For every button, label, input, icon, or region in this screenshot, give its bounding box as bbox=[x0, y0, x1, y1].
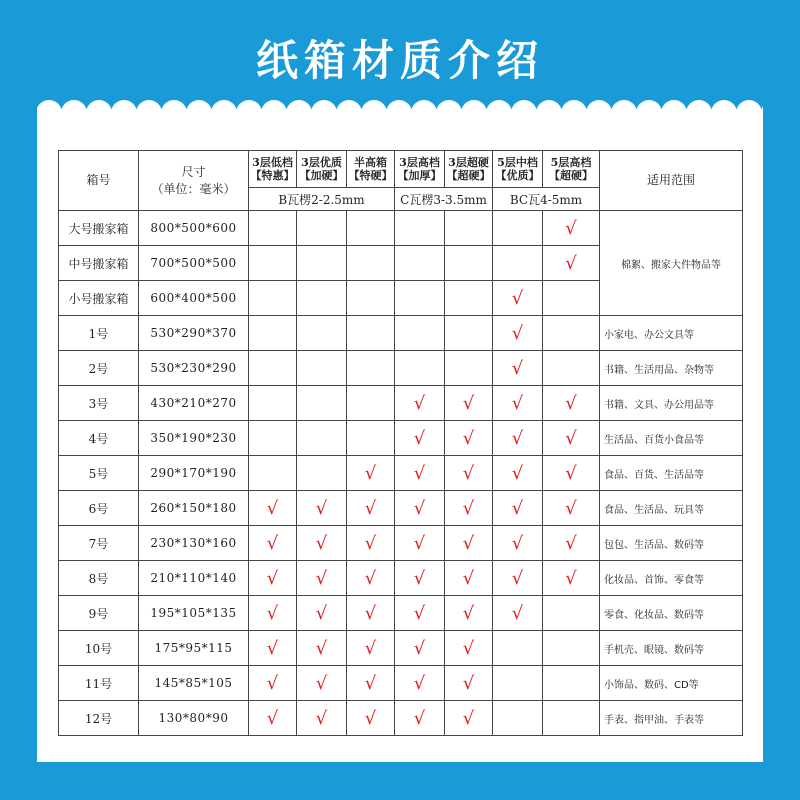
header-size-label: 尺寸 bbox=[181, 164, 206, 179]
material-cell bbox=[543, 211, 600, 246]
material-cell bbox=[445, 421, 493, 456]
check-mark-icon: √ bbox=[511, 392, 524, 414]
material-cell bbox=[395, 281, 445, 316]
table-row bbox=[59, 631, 743, 666]
material-cell bbox=[493, 246, 543, 281]
check-mark-icon: √ bbox=[462, 497, 475, 519]
check-mark-icon: √ bbox=[364, 707, 377, 729]
material-cell bbox=[395, 631, 445, 666]
check-mark-icon: √ bbox=[462, 532, 475, 554]
material-cell bbox=[543, 281, 600, 316]
check-mark-icon: √ bbox=[364, 532, 377, 554]
material-cell bbox=[249, 631, 297, 666]
check-mark-icon: √ bbox=[364, 602, 377, 624]
box-number: 5号 bbox=[59, 456, 139, 491]
material-cell bbox=[249, 211, 297, 246]
material-cell bbox=[297, 666, 347, 701]
check-mark-icon: √ bbox=[315, 532, 328, 554]
box-size: 290*170*190 bbox=[139, 456, 249, 491]
usage-range: 生活品、百货小食品等 bbox=[600, 421, 743, 456]
check-mark-icon: √ bbox=[413, 497, 426, 519]
check-mark-icon: √ bbox=[315, 567, 328, 589]
material-cell bbox=[297, 316, 347, 351]
material-cell bbox=[543, 561, 600, 596]
material-table bbox=[58, 150, 743, 736]
usage-range: 包包、生活品、数码等 bbox=[600, 526, 743, 561]
usage-range: 食品、百货、生活品等 bbox=[600, 456, 743, 491]
check-mark-icon: √ bbox=[364, 672, 377, 694]
check-mark-icon: √ bbox=[462, 707, 475, 729]
box-size: 800*500*600 bbox=[139, 211, 249, 246]
usage-range: 手机壳、眼镜、数码等 bbox=[600, 631, 743, 666]
material-cell bbox=[249, 526, 297, 561]
header-size-unit: （单位：毫米） bbox=[151, 181, 236, 196]
check-mark-icon: √ bbox=[315, 637, 328, 659]
material-cell bbox=[347, 386, 395, 421]
material-cell bbox=[543, 491, 600, 526]
material-cell bbox=[493, 211, 543, 246]
table-row bbox=[59, 211, 743, 246]
usage-range: 零食、化妆品、数码等 bbox=[600, 596, 743, 631]
box-number: 10号 bbox=[59, 631, 139, 666]
check-mark-icon: √ bbox=[511, 322, 524, 344]
check-mark-icon: √ bbox=[315, 602, 328, 624]
material-cell bbox=[347, 351, 395, 386]
check-mark-icon: √ bbox=[413, 532, 426, 554]
box-size: 430*210*270 bbox=[139, 386, 249, 421]
table-row bbox=[59, 421, 743, 456]
material-cell bbox=[297, 456, 347, 491]
check-mark-icon: √ bbox=[266, 567, 279, 589]
check-mark-icon: √ bbox=[565, 497, 577, 519]
material-cell bbox=[347, 561, 395, 596]
box-number: 大号搬家箱 bbox=[59, 211, 139, 246]
material-cell bbox=[493, 351, 543, 386]
material-cell bbox=[297, 561, 347, 596]
box-size: 350*190*230 bbox=[139, 421, 249, 456]
material-cell bbox=[347, 246, 395, 281]
material-cell bbox=[543, 526, 600, 561]
material-cell bbox=[543, 351, 600, 386]
material-cell bbox=[297, 281, 347, 316]
box-size: 195*105*135 bbox=[139, 596, 249, 631]
box-size: 130*80*90 bbox=[139, 701, 249, 736]
check-mark-icon: √ bbox=[462, 602, 475, 624]
material-cell bbox=[297, 596, 347, 631]
material-cell bbox=[347, 316, 395, 351]
check-mark-icon: √ bbox=[364, 462, 377, 484]
check-mark-icon: √ bbox=[266, 602, 279, 624]
check-mark-icon: √ bbox=[266, 707, 279, 729]
material-cell bbox=[445, 701, 493, 736]
material-cell bbox=[249, 701, 297, 736]
material-cell bbox=[493, 386, 543, 421]
material-cell bbox=[297, 421, 347, 456]
box-size: 230*130*160 bbox=[139, 526, 249, 561]
check-mark-icon: √ bbox=[462, 637, 475, 659]
check-mark-icon: √ bbox=[266, 532, 279, 554]
material-cell bbox=[445, 456, 493, 491]
material-cell bbox=[297, 386, 347, 421]
material-cell bbox=[445, 316, 493, 351]
header-material: 3层优质 【加硬】 bbox=[297, 151, 347, 188]
check-mark-icon: √ bbox=[364, 567, 377, 589]
box-number: 中号搬家箱 bbox=[59, 246, 139, 281]
check-mark-icon: √ bbox=[511, 497, 524, 519]
material-cell bbox=[493, 281, 543, 316]
check-mark-icon: √ bbox=[511, 287, 524, 309]
check-mark-icon: √ bbox=[364, 497, 377, 519]
check-mark-icon: √ bbox=[413, 602, 426, 624]
material-cell bbox=[493, 701, 543, 736]
material-cell bbox=[493, 561, 543, 596]
material-cell bbox=[493, 421, 543, 456]
material-cell bbox=[249, 246, 297, 281]
material-cell bbox=[445, 351, 493, 386]
material-cell bbox=[249, 491, 297, 526]
box-number: 8号 bbox=[59, 561, 139, 596]
header-material: 3层超硬 【超硬】 bbox=[445, 151, 493, 188]
check-mark-icon: √ bbox=[511, 357, 524, 379]
usage-range: 棉絮、搬家大件物品等 bbox=[600, 211, 743, 316]
box-size: 530*230*290 bbox=[139, 351, 249, 386]
check-mark-icon: √ bbox=[364, 637, 377, 659]
check-mark-icon: √ bbox=[413, 637, 426, 659]
material-cell bbox=[543, 386, 600, 421]
material-cell bbox=[445, 211, 493, 246]
check-mark-icon: √ bbox=[315, 672, 328, 694]
table-row bbox=[59, 596, 743, 631]
box-size: 210*110*140 bbox=[139, 561, 249, 596]
material-cell bbox=[543, 701, 600, 736]
material-cell bbox=[493, 316, 543, 351]
table-row bbox=[59, 386, 743, 421]
box-number: 1号 bbox=[59, 316, 139, 351]
header-material: 5层中档 【优质】 bbox=[493, 151, 543, 188]
material-cell bbox=[297, 246, 347, 281]
table-row bbox=[59, 666, 743, 701]
box-number: 6号 bbox=[59, 491, 139, 526]
header-usage: 适用范围 bbox=[600, 151, 743, 211]
material-cell bbox=[445, 596, 493, 631]
material-cell bbox=[249, 456, 297, 491]
check-mark-icon: √ bbox=[565, 462, 577, 484]
material-cell bbox=[395, 491, 445, 526]
material-cell bbox=[543, 316, 600, 351]
material-cell bbox=[543, 631, 600, 666]
material-cell bbox=[543, 246, 600, 281]
material-cell bbox=[445, 631, 493, 666]
check-mark-icon: √ bbox=[266, 497, 279, 519]
material-cell bbox=[543, 666, 600, 701]
material-cell bbox=[249, 316, 297, 351]
box-number: 7号 bbox=[59, 526, 139, 561]
material-cell bbox=[347, 421, 395, 456]
usage-range: 小饰品、数码、CD等 bbox=[600, 666, 743, 701]
material-cell bbox=[543, 596, 600, 631]
table-row bbox=[59, 316, 743, 351]
table-row bbox=[59, 351, 743, 386]
material-cell bbox=[297, 631, 347, 666]
material-cell bbox=[493, 456, 543, 491]
box-size: 600*400*500 bbox=[139, 281, 249, 316]
material-cell bbox=[395, 386, 445, 421]
material-cell bbox=[347, 701, 395, 736]
material-cell bbox=[395, 701, 445, 736]
header-box-no: 箱号 bbox=[59, 151, 139, 211]
table-row bbox=[59, 491, 743, 526]
material-cell bbox=[543, 456, 600, 491]
box-size: 260*150*180 bbox=[139, 491, 249, 526]
material-cell bbox=[249, 596, 297, 631]
material-cell bbox=[249, 281, 297, 316]
material-cell bbox=[493, 596, 543, 631]
check-mark-icon: √ bbox=[511, 462, 524, 484]
check-mark-icon: √ bbox=[565, 427, 577, 449]
material-cell bbox=[493, 666, 543, 701]
material-cell bbox=[297, 701, 347, 736]
material-cell bbox=[395, 666, 445, 701]
material-cell bbox=[347, 526, 395, 561]
material-cell bbox=[395, 351, 445, 386]
flute-bc: BC瓦4-5mm bbox=[493, 188, 600, 211]
material-cell bbox=[297, 491, 347, 526]
check-mark-icon: √ bbox=[511, 427, 524, 449]
material-cell bbox=[445, 386, 493, 421]
material-cell bbox=[445, 526, 493, 561]
material-cell bbox=[249, 386, 297, 421]
usage-range: 书籍、生活用品、杂物等 bbox=[600, 351, 743, 386]
material-cell bbox=[249, 421, 297, 456]
check-mark-icon: √ bbox=[413, 392, 426, 414]
check-mark-icon: √ bbox=[413, 707, 426, 729]
material-cell bbox=[445, 491, 493, 526]
usage-range: 书籍、文具、办公用品等 bbox=[600, 386, 743, 421]
material-cell bbox=[347, 631, 395, 666]
box-size: 700*500*500 bbox=[139, 246, 249, 281]
material-cell bbox=[347, 211, 395, 246]
material-cell bbox=[395, 456, 445, 491]
check-mark-icon: √ bbox=[565, 392, 577, 414]
check-mark-icon: √ bbox=[565, 567, 577, 589]
check-mark-icon: √ bbox=[315, 497, 328, 519]
check-mark-icon: √ bbox=[413, 567, 426, 589]
check-mark-icon: √ bbox=[413, 427, 426, 449]
check-mark-icon: √ bbox=[413, 462, 426, 484]
box-size: 175*95*115 bbox=[139, 631, 249, 666]
header-material: 5层高档 【超硬】 bbox=[543, 151, 600, 188]
material-cell bbox=[445, 281, 493, 316]
box-size: 530*290*370 bbox=[139, 316, 249, 351]
check-mark-icon: √ bbox=[315, 707, 328, 729]
flute-b: B瓦楞2-2.5mm bbox=[249, 188, 395, 211]
box-number: 小号搬家箱 bbox=[59, 281, 139, 316]
box-number: 11号 bbox=[59, 666, 139, 701]
material-cell bbox=[347, 666, 395, 701]
material-cell bbox=[493, 526, 543, 561]
material-cell bbox=[445, 246, 493, 281]
material-cell bbox=[249, 561, 297, 596]
box-size: 145*85*105 bbox=[139, 666, 249, 701]
check-mark-icon: √ bbox=[462, 672, 475, 694]
check-mark-icon: √ bbox=[462, 427, 475, 449]
box-number: 2号 bbox=[59, 351, 139, 386]
material-cell bbox=[347, 281, 395, 316]
material-cell bbox=[395, 211, 445, 246]
header-material: 3层低档 【特惠】 bbox=[249, 151, 297, 188]
material-cell bbox=[249, 351, 297, 386]
material-cell bbox=[347, 596, 395, 631]
box-number: 12号 bbox=[59, 701, 139, 736]
usage-range: 食品、生活品、玩具等 bbox=[600, 491, 743, 526]
check-mark-icon: √ bbox=[565, 532, 577, 554]
material-cell bbox=[347, 491, 395, 526]
material-cell bbox=[249, 666, 297, 701]
table-row bbox=[59, 561, 743, 596]
check-mark-icon: √ bbox=[462, 462, 475, 484]
check-mark-icon: √ bbox=[462, 567, 475, 589]
material-cell bbox=[395, 596, 445, 631]
material-cell bbox=[395, 421, 445, 456]
material-cell bbox=[297, 526, 347, 561]
header-material: 3层高档 【加厚】 bbox=[395, 151, 445, 188]
material-cell bbox=[395, 246, 445, 281]
usage-range: 小家电、办公文具等 bbox=[600, 316, 743, 351]
table-row bbox=[59, 456, 743, 491]
material-cell bbox=[395, 526, 445, 561]
usage-range: 手表、指甲油、手表等 bbox=[600, 701, 743, 736]
material-cell bbox=[543, 421, 600, 456]
material-cell bbox=[445, 666, 493, 701]
material-cell bbox=[297, 351, 347, 386]
box-number: 9号 bbox=[59, 596, 139, 631]
check-mark-icon: √ bbox=[511, 532, 524, 554]
check-mark-icon: √ bbox=[266, 672, 279, 694]
header-size bbox=[139, 151, 249, 211]
box-number: 3号 bbox=[59, 386, 139, 421]
box-number: 4号 bbox=[59, 421, 139, 456]
check-mark-icon: √ bbox=[565, 217, 577, 239]
material-cell bbox=[395, 561, 445, 596]
header-material: 半高箱 【特硬】 bbox=[347, 151, 395, 188]
table-row bbox=[59, 701, 743, 736]
page-title: 纸箱材质介绍 bbox=[255, 36, 544, 85]
table-row bbox=[59, 526, 743, 561]
material-cell bbox=[493, 491, 543, 526]
check-mark-icon: √ bbox=[511, 567, 524, 589]
material-cell bbox=[347, 456, 395, 491]
flute-c: C瓦楞3-3.5mm bbox=[395, 188, 493, 211]
usage-range: 化妆品、首饰、零食等 bbox=[600, 561, 743, 596]
check-mark-icon: √ bbox=[565, 252, 577, 274]
check-mark-icon: √ bbox=[462, 392, 475, 414]
check-mark-icon: √ bbox=[511, 602, 524, 624]
check-mark-icon: √ bbox=[413, 672, 426, 694]
check-mark-icon: √ bbox=[266, 637, 279, 659]
material-cell bbox=[395, 316, 445, 351]
material-cell bbox=[297, 211, 347, 246]
material-cell bbox=[493, 631, 543, 666]
material-cell bbox=[445, 561, 493, 596]
scalloped-edge bbox=[37, 100, 763, 126]
